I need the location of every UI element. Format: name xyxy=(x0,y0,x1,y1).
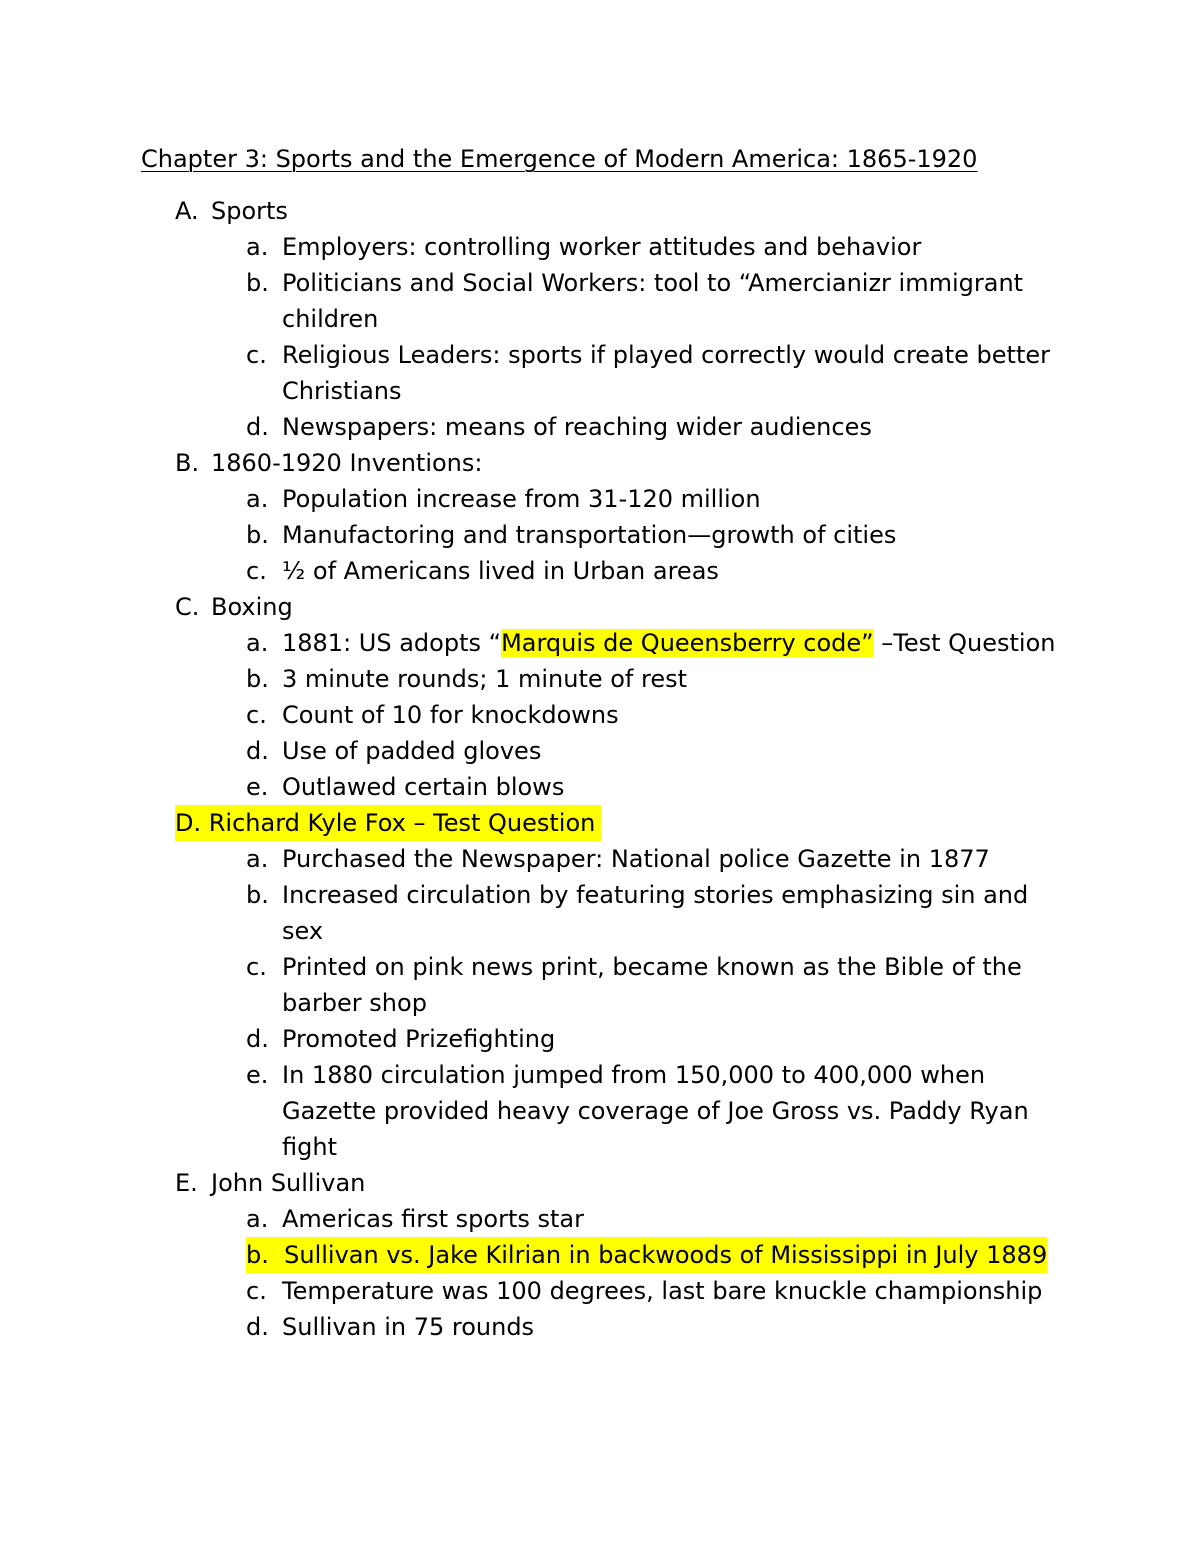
page-title: Chapter 3: Sports and the Emergence of Modern America: 1865-1920 xyxy=(141,145,978,173)
section-label: 1860-1920 Inventions: xyxy=(211,449,483,477)
highlighted-heading xyxy=(175,805,601,841)
section-marker: D. xyxy=(175,809,202,837)
item-marker: a. xyxy=(246,233,269,261)
list-item xyxy=(0,409,1072,445)
item-marker: c. xyxy=(246,341,267,369)
section-heading xyxy=(0,193,1200,229)
item-text: Politicians and Social Workers: tool to “Amercianizr immigrant children xyxy=(282,269,1024,333)
section-marker: E. xyxy=(175,1169,198,1197)
item-marker: c. xyxy=(246,1277,267,1305)
section-sports xyxy=(0,193,1200,445)
item-marker: d. xyxy=(246,1313,269,1341)
item-text: Purchased the Newspaper: National police Gazette in 1877 xyxy=(282,845,990,873)
list-item xyxy=(0,1201,1072,1237)
item-text: Employers: controlling worker attitudes and behavior xyxy=(282,233,922,261)
item-text: Count of 10 for knockdowns xyxy=(282,701,619,729)
section-heading xyxy=(0,445,1200,481)
item-marker: c. xyxy=(246,557,267,585)
list-item xyxy=(0,1273,1072,1309)
highlighted-item xyxy=(246,1237,1047,1273)
item-text: Sullivan vs. Jake Kilrian in backwoods of Mississippi in July 1889 xyxy=(284,1241,1048,1269)
item-list xyxy=(0,1201,1200,1345)
item-text: Sullivan in 75 rounds xyxy=(282,1313,535,1341)
item-marker: b. xyxy=(246,665,269,693)
item-list xyxy=(0,229,1200,445)
section-label: Boxing xyxy=(211,593,293,621)
item-text: In 1880 circulation jumped from 150,000 to 400,000 when Gazette provided heavy coverage of Joe Gross vs. Paddy Ryan fight xyxy=(282,1061,1029,1161)
list-item xyxy=(0,1309,1072,1345)
item-text: Increased circulation by featuring stories emphasizing sin and sex xyxy=(282,881,1029,945)
item-marker: d. xyxy=(246,413,269,441)
item-text: Religious Leaders: sports if played correctly would create better Christians xyxy=(282,341,1051,405)
list-item xyxy=(0,697,1072,733)
item-text: Printed on pink news print, became known as the Bible of the barber shop xyxy=(282,953,1022,1017)
section-inventions xyxy=(0,445,1200,589)
list-item xyxy=(0,337,1072,409)
list-item xyxy=(0,841,1072,877)
item-marker: e. xyxy=(246,1061,269,1089)
item-text-after: –Test Question xyxy=(873,629,1056,657)
item-marker: b. xyxy=(246,881,269,909)
item-marker: b. xyxy=(246,521,269,549)
section-marker: A. xyxy=(175,197,199,225)
section-boxing xyxy=(0,589,1200,805)
item-text: Promoted Prizefighting xyxy=(282,1025,556,1053)
highlighted-text: Marquis de Queensberry code” xyxy=(501,629,874,657)
section-label: Richard Kyle Fox – Test Question xyxy=(208,809,596,837)
item-text: Outlawed certain blows xyxy=(282,773,565,801)
item-text: Newspapers: means of reaching wider audiences xyxy=(282,413,872,441)
list-item xyxy=(0,481,1072,517)
list-item xyxy=(0,733,1072,769)
item-marker: b. xyxy=(246,269,269,297)
item-marker: c. xyxy=(246,701,267,729)
list-item xyxy=(0,265,1072,337)
item-list xyxy=(0,841,1200,1165)
list-item xyxy=(0,229,1072,265)
item-text: 3 minute rounds; 1 minute of rest xyxy=(282,665,688,693)
list-item xyxy=(0,661,1072,697)
outline-list xyxy=(0,193,1200,1345)
item-marker: e. xyxy=(246,773,269,801)
item-text: Temperature was 100 degrees, last bare knuckle championship xyxy=(282,1277,1043,1305)
section-heading xyxy=(0,1165,1200,1201)
item-marker: b. xyxy=(246,1241,269,1269)
item-text: Manufactoring and transportation—growth of cities xyxy=(282,521,897,549)
list-item xyxy=(0,625,1072,661)
item-list xyxy=(0,481,1200,589)
section-marker: B. xyxy=(175,449,200,477)
section-label: Sports xyxy=(211,197,288,225)
section-heading xyxy=(0,589,1200,625)
list-item xyxy=(0,517,1072,553)
item-text: Population increase from 31-120 million xyxy=(282,485,761,513)
list-item xyxy=(0,1021,1072,1057)
item-marker: a. xyxy=(246,1205,269,1233)
item-list xyxy=(0,625,1200,805)
section-john-sullivan xyxy=(0,1165,1200,1345)
item-marker: a. xyxy=(246,845,269,873)
item-marker: d. xyxy=(246,1025,269,1053)
list-item xyxy=(0,877,1072,949)
section-marker: C. xyxy=(175,593,200,621)
item-marker: a. xyxy=(246,485,269,513)
item-text: Use of padded gloves xyxy=(282,737,542,765)
item-text: ½ of Americans lived in Urban areas xyxy=(282,557,719,585)
item-marker: a. xyxy=(246,629,269,657)
list-item xyxy=(0,1237,1072,1273)
section-richard-kyle-fox xyxy=(0,805,1200,1165)
list-item xyxy=(0,553,1072,589)
item-text-before: 1881: US adopts “ xyxy=(282,629,502,657)
section-heading xyxy=(0,805,1200,841)
item-text: Americas first sports star xyxy=(282,1205,584,1233)
list-item xyxy=(0,1057,1072,1165)
list-item xyxy=(0,769,1072,805)
section-label: John Sullivan xyxy=(211,1169,366,1197)
item-marker: d. xyxy=(246,737,269,765)
item-marker: c. xyxy=(246,953,267,981)
list-item xyxy=(0,949,1072,1021)
